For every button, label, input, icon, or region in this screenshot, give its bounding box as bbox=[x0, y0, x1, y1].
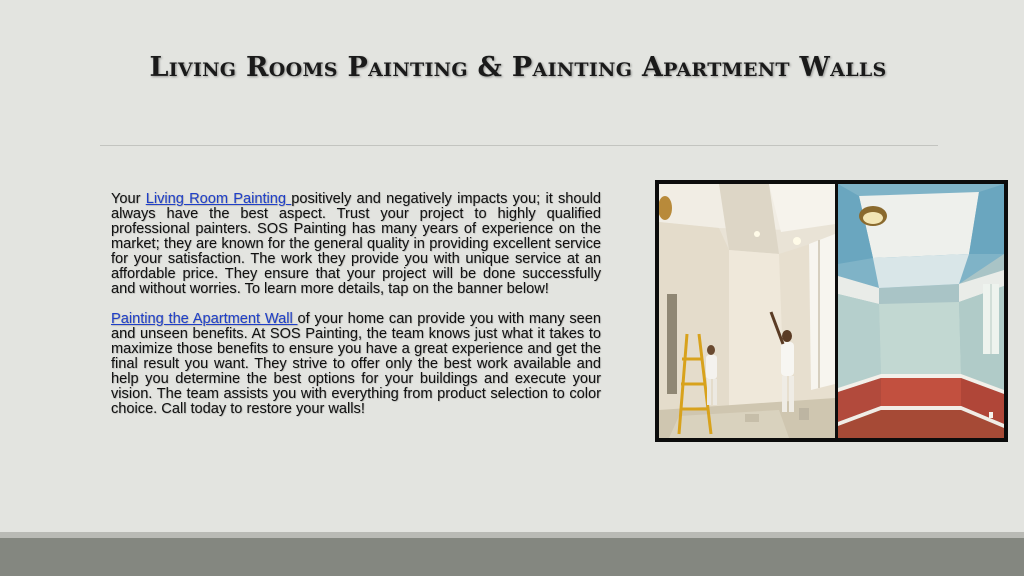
paragraph-text: of your home can provide you with many seen and unseen benefits. At SOS Painting, the team knows just what it takes to maximize those benefits to ensure you have a great experience and get the final result you want. They strive to offer only the best work available and help you determine the best options for your buildings and execute your vision. The team assists you with everything from product selection to color choice. Call today to restore your walls! bbox=[111, 311, 601, 417]
living-room-painting-link[interactable]: Living Room Painting bbox=[145, 191, 292, 207]
painting-apartment-wall-link[interactable]: Painting the Apartment Wall bbox=[111, 311, 298, 327]
paragraph-text: positively and negatively impacts you; it should always have the best aspect. Trust your project to highly qualified professional painters. SOS Painting has many years of experience on the market; they are known for the general quality in providing excellent service for your satisfaction. The work they provide you with unique service at an affordable price. They ensure that your project will be done successfully and without worries. To learn more details, tap on the banner below! bbox=[111, 191, 602, 297]
painting-photo-image bbox=[659, 184, 1004, 438]
slide-title: Living Rooms Painting & Painting Apartment Walls bbox=[149, 52, 887, 83]
paragraph-living-room bbox=[111, 192, 601, 297]
footer-bar bbox=[0, 538, 1024, 576]
right-room-photo bbox=[838, 184, 1004, 438]
paragraph-apartment-wall bbox=[111, 312, 601, 417]
title-divider bbox=[100, 145, 938, 146]
body-text bbox=[111, 192, 601, 432]
left-room-photo bbox=[659, 184, 835, 438]
paragraph-prefix: Your bbox=[111, 191, 146, 207]
painting-photo-banner[interactable] bbox=[655, 180, 1008, 442]
